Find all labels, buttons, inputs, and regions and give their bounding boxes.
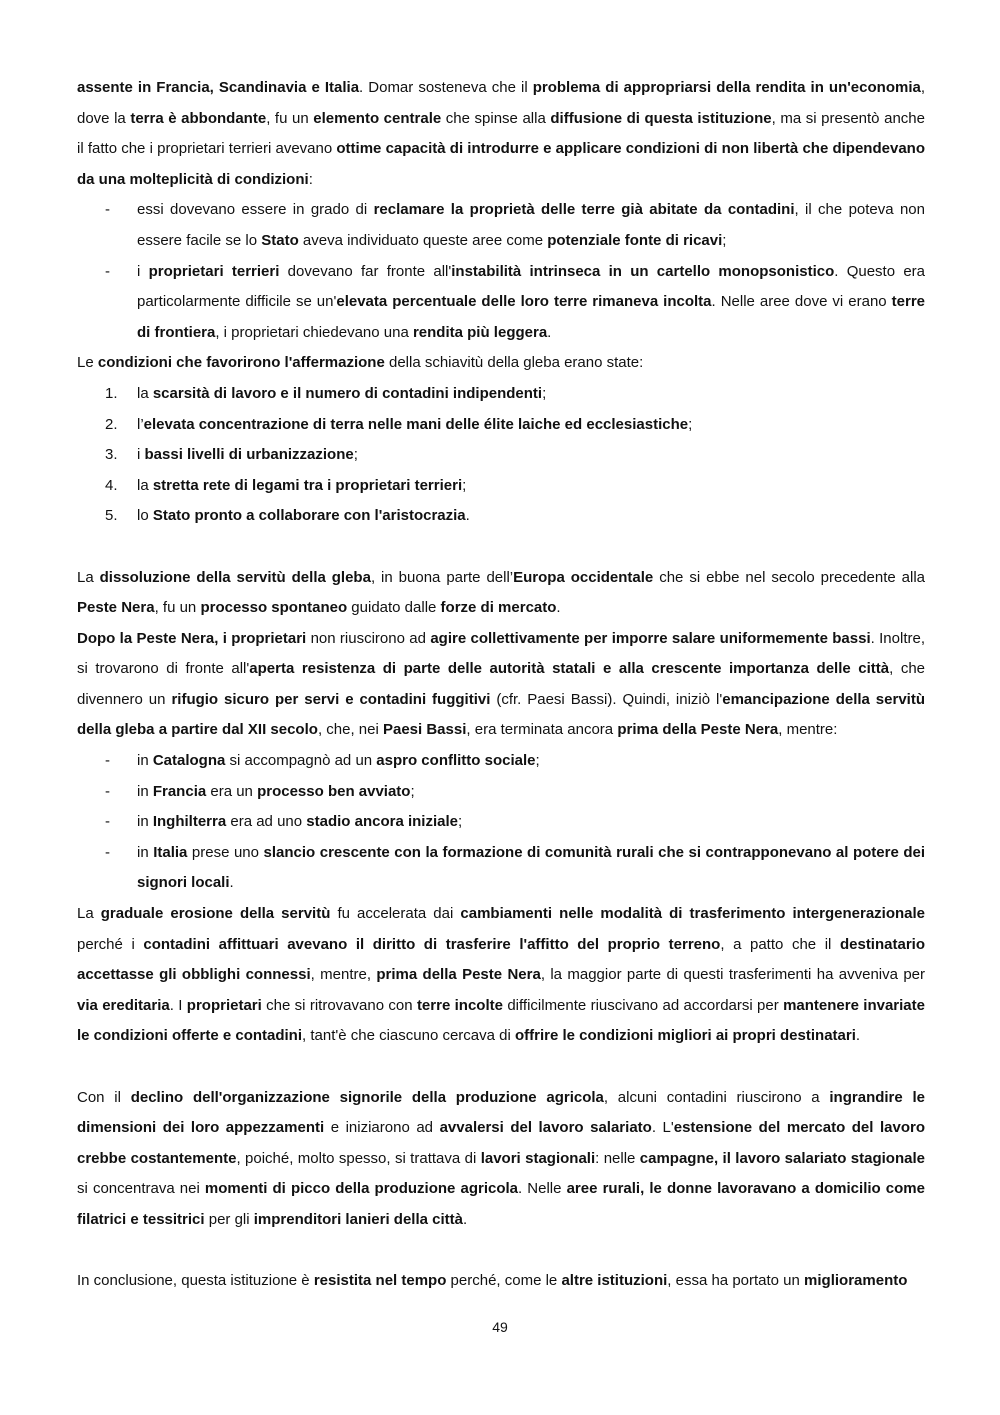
text-run: , era terminata ancora (466, 721, 618, 739)
bold-text: dissoluzione della servitù della gleba (99, 568, 371, 586)
text-run: , i proprietari chiedevano una (215, 323, 413, 341)
list-item-text (137, 440, 925, 471)
bold-text: Italia (153, 843, 188, 861)
text-run: fu accelerata dai (330, 905, 461, 923)
bold-text: Dopo la Peste Nera, i proprietari (77, 629, 307, 647)
text-run: . Inoltre, si trovarono di fronte all' (77, 629, 925, 678)
bold-text: proprietari (186, 996, 262, 1014)
list-marker: - (105, 782, 110, 800)
bold-text: ottime capacità di introdurre e applicare condizioni di non libertà che dipendevano da una molteplicità di condizioni (77, 140, 925, 188)
bold-text: terre incolte (416, 996, 503, 1014)
text-run: era ad uno (226, 813, 307, 831)
list-item-text (137, 838, 925, 899)
text-run: , fu un (266, 109, 314, 127)
text-run: , la maggior parte di questi trasferimenti ha avveniva per (540, 966, 925, 984)
text-run: , in buona parte dell’ (370, 568, 514, 586)
text-run: , tant'è che ciascuno cercava di (302, 1027, 515, 1045)
text-run: , poiché, molto spesso, si trattava di (236, 1149, 481, 1167)
bold-text: elevata concentrazione di terra nelle mani delle élite laiche ed ecclesiastiche (143, 415, 689, 433)
bold-text: stretta rete di legami tra i proprietari terrieri (152, 476, 463, 494)
text-run: , mentre, (310, 966, 377, 984)
bold-text: emancipazione della servitù della gleba a partire dal XII secolo (77, 690, 925, 739)
text-run: , che, nei (317, 721, 383, 739)
text-run: , a patto che il (720, 935, 840, 953)
text-run: , alcuni contadini riuscirono a (603, 1088, 830, 1106)
text-run: (cfr. Paesi Bassi). Quindi, iniziò l' (490, 690, 723, 708)
bold-text: mantenere invariate le condizioni offerte e contadini (77, 996, 925, 1045)
text-run: si accompagnò ad un (225, 752, 377, 770)
list-item (77, 257, 925, 349)
bold-text: campagne, il lavoro salariato stagionale (639, 1149, 925, 1167)
bold-text: forze di mercato (440, 599, 557, 617)
list-item-text (137, 379, 925, 410)
paragraph (77, 1266, 925, 1297)
text-run: dovevano far fronte all' (279, 262, 452, 280)
list-item (77, 471, 925, 502)
list-item (77, 777, 925, 808)
text-run: . I (169, 996, 187, 1014)
text-run: ; (535, 752, 540, 770)
list-item (77, 746, 925, 777)
bold-text: rifugio sicuro per servi e contadini fuggitivi (171, 690, 491, 708)
text-run: ; (410, 782, 415, 800)
text-run: Le (77, 354, 98, 372)
paragraph (77, 73, 925, 195)
list-marker: 1. (105, 384, 118, 402)
bold-text: aree rurali, le donne lavoravano a domicilio come filatrici e tessitrici (77, 1180, 925, 1228)
bold-text: processo ben avviato (257, 782, 411, 800)
bold-text: Peste Nera (77, 599, 155, 617)
text-run: guidato dalle (347, 599, 441, 617)
list-marker: 4. (105, 476, 118, 494)
list-item (77, 379, 925, 410)
text-run: che si ritrovavano con (261, 996, 417, 1014)
bold-text: processo spontaneo (200, 599, 348, 617)
bold-text: Paesi Bassi (382, 721, 467, 739)
list-marker: - (105, 201, 110, 219)
bold-text: prima della Peste Nera (376, 966, 541, 984)
text-run: . Nelle (518, 1180, 567, 1198)
text-run: perché, come le (446, 1272, 562, 1290)
text-run: per gli (204, 1210, 254, 1228)
bold-text: Inghilterra (152, 813, 227, 831)
paragraph-gap (77, 1052, 925, 1083)
text-run: : nelle (595, 1149, 640, 1167)
text-run: . Domar sosteneva che il (359, 79, 533, 96)
bold-text: elevata percentuale delle loro terre rimaneva incolta (336, 293, 712, 311)
bold-text: instabilità intrinseca in un cartello monopsonistico (451, 262, 835, 280)
paragraph (77, 563, 925, 624)
list-marker: 3. (105, 446, 118, 464)
bold-text: aspro conflitto sociale (376, 752, 536, 770)
paragraph (77, 348, 925, 379)
bold-text: terra è abbondante (130, 109, 267, 127)
text-run: aveva individuato queste aree come (298, 231, 548, 249)
text-run: in (137, 813, 153, 831)
text-run: ; (542, 384, 547, 402)
text-run: La (77, 568, 100, 586)
text-run: , mentre: (778, 721, 838, 739)
text-run: non riuscirono ad (306, 629, 431, 647)
bold-text: altre istituzioni (561, 1272, 668, 1290)
paragraph (77, 624, 925, 746)
list-marker: - (105, 262, 110, 280)
bold-text: ingrandire le dimensioni dei loro appezzamenti (77, 1088, 925, 1137)
text-run: . (229, 874, 234, 892)
text-run: in (137, 782, 153, 800)
bold-text: declino dell'organizzazione signorile della produzione agricola (130, 1088, 604, 1106)
bold-text: prima della Peste Nera (617, 721, 779, 739)
text-run: lo (137, 507, 153, 525)
text-run: , essa ha portato un (667, 1272, 805, 1290)
bold-text: aperta resistenza di parte delle autorità statali e alla crescente importanza delle città (249, 660, 890, 678)
text-run: . L' (651, 1119, 674, 1137)
text-run: , fu un (154, 599, 201, 617)
text-run: . Questo era particolarmente difficile se un' (137, 262, 925, 311)
list-marker: - (105, 752, 110, 770)
text-run: in (137, 752, 153, 770)
text-run: : (308, 170, 313, 188)
list-item (77, 807, 925, 838)
text-run: In conclusione, questa istituzione è (77, 1272, 314, 1290)
bold-text: Francia (152, 782, 207, 800)
text-run: , ma si presentò anche il fatto che i proprietari terrieri avevano (77, 109, 925, 158)
bold-text: contadini affittuari avevano il diritto di trasferire l'affitto del proprio terreno (143, 935, 721, 953)
text-run: e iniziarono ad (324, 1119, 440, 1137)
bold-text: estensione del mercato del lavoro crebbe costantemente (77, 1119, 925, 1167)
bold-text: graduale erosione della servitù (100, 905, 331, 923)
text-run: ; (353, 446, 358, 464)
bold-text: assente in Francia, Scandinavia e Italia (77, 79, 360, 96)
text-run: perché i (77, 935, 144, 953)
list-item (77, 410, 925, 441)
bold-text: scarsità di lavoro e il numero di contadini indipendenti (152, 384, 543, 402)
bold-text: problema di appropriarsi della rendita in un'economia (532, 79, 921, 96)
list-marker: - (105, 843, 110, 861)
list-item-text (137, 501, 925, 532)
paragraph (77, 899, 925, 1052)
text-run: l’ (137, 415, 144, 433)
list-item (77, 838, 925, 899)
bold-text: avvalersi del lavoro salariato (439, 1119, 652, 1137)
bold-text: Europa occidentale (513, 568, 654, 586)
bold-text: bassi livelli di urbanizzazione (144, 446, 354, 464)
text-run: essi dovevano essere in grado di (137, 201, 374, 219)
bold-text: lavori stagionali (480, 1149, 596, 1167)
text-run: la (137, 476, 153, 494)
list-item-text (137, 777, 925, 808)
bold-text: imprenditori lanieri della città (253, 1210, 463, 1228)
bold-text: elemento centrale (313, 109, 442, 127)
bold-text: potenziale fonte di ricavi (547, 231, 723, 249)
text-run: prese uno (187, 843, 264, 861)
text-run: ; (688, 415, 693, 433)
text-run: . Nelle aree dove vi erano (711, 293, 892, 311)
text-run: . (556, 599, 561, 617)
text-run: . (462, 1210, 468, 1228)
bold-text: terre di frontiera (137, 293, 925, 341)
bold-text: condizioni che favorirono l'affermazione (97, 354, 385, 372)
text-run: difficilmente riuscivano ad accordarsi per (502, 996, 784, 1014)
bold-text: rendita più leggera (412, 323, 548, 341)
text-run: i (137, 262, 149, 280)
list-item-text (137, 471, 925, 502)
bold-text: miglioramento (804, 1272, 908, 1290)
paragraph-gap (77, 1236, 925, 1267)
text-run: , che divennero un (77, 660, 925, 708)
paragraph-gap (77, 532, 925, 563)
text-run: . (465, 507, 470, 525)
text-run: ; (457, 813, 463, 831)
bold-text: momenti di picco della produzione agricola (204, 1180, 519, 1198)
text-run: , il che poteva non essere facile se lo (137, 201, 925, 249)
bold-text: stadio ancora iniziale (306, 813, 458, 831)
text-run: , dove la (77, 79, 926, 127)
list-item (77, 195, 925, 256)
paragraph (77, 1083, 925, 1236)
list-item-text (137, 257, 925, 349)
list-marker: - (105, 813, 110, 831)
bold-text: cambiamenti nelle modalità di trasferimento intergenerazionale (460, 905, 926, 923)
document-body (77, 73, 925, 1297)
text-run: ; (462, 476, 467, 494)
list-marker: 5. (105, 507, 118, 525)
text-run: in (137, 843, 154, 861)
list-item-text (137, 807, 925, 838)
bold-text: reclamare la proprietà delle terre già abitate da contadini (373, 201, 795, 219)
list-item-text (137, 195, 925, 256)
text-run: che spinse alla (441, 109, 551, 127)
bold-text: Stato pronto a collaborare con l'aristocrazia (152, 507, 466, 525)
text-run: della schiavitù della gleba erano state: (384, 354, 644, 372)
text-run: la (137, 384, 153, 402)
text-run: . (547, 323, 552, 341)
bold-text: Catalogna (152, 752, 226, 770)
bold-text: via ereditaria (77, 996, 170, 1014)
bold-text: Stato (261, 231, 299, 249)
text-run: si concentrava nei (77, 1180, 205, 1198)
list-item (77, 501, 925, 532)
page-number: 49 (492, 1319, 508, 1335)
list-item-text (137, 410, 925, 441)
list-marker: 2. (105, 415, 118, 433)
text-run: era un (206, 782, 258, 800)
text-run: che si ebbe nel secolo precedente alla (653, 568, 925, 586)
text-run: i (137, 446, 145, 464)
bold-text: slancio crescente con la formazione di comunità rurali che si contrapponevano al potere dei signori locali (137, 843, 925, 892)
text-run: . (855, 1027, 861, 1045)
text-run: Con il (77, 1088, 131, 1106)
bold-text: agire collettivamente per imporre salare uniformemente bassi (430, 629, 871, 647)
bold-text: diffusione di questa istituzione (550, 109, 772, 127)
list-item (77, 440, 925, 471)
bold-text: proprietari terrieri (148, 262, 280, 280)
text-run: ; (722, 231, 727, 249)
bold-text: resistita nel tempo (313, 1272, 447, 1290)
text-run: La (77, 905, 101, 923)
bold-text: offrire le condizioni migliori ai propri destinatari (515, 1027, 856, 1045)
bold-text: destinatario accettasse gli obblighi connessi (77, 935, 925, 984)
list-item-text (137, 746, 925, 777)
